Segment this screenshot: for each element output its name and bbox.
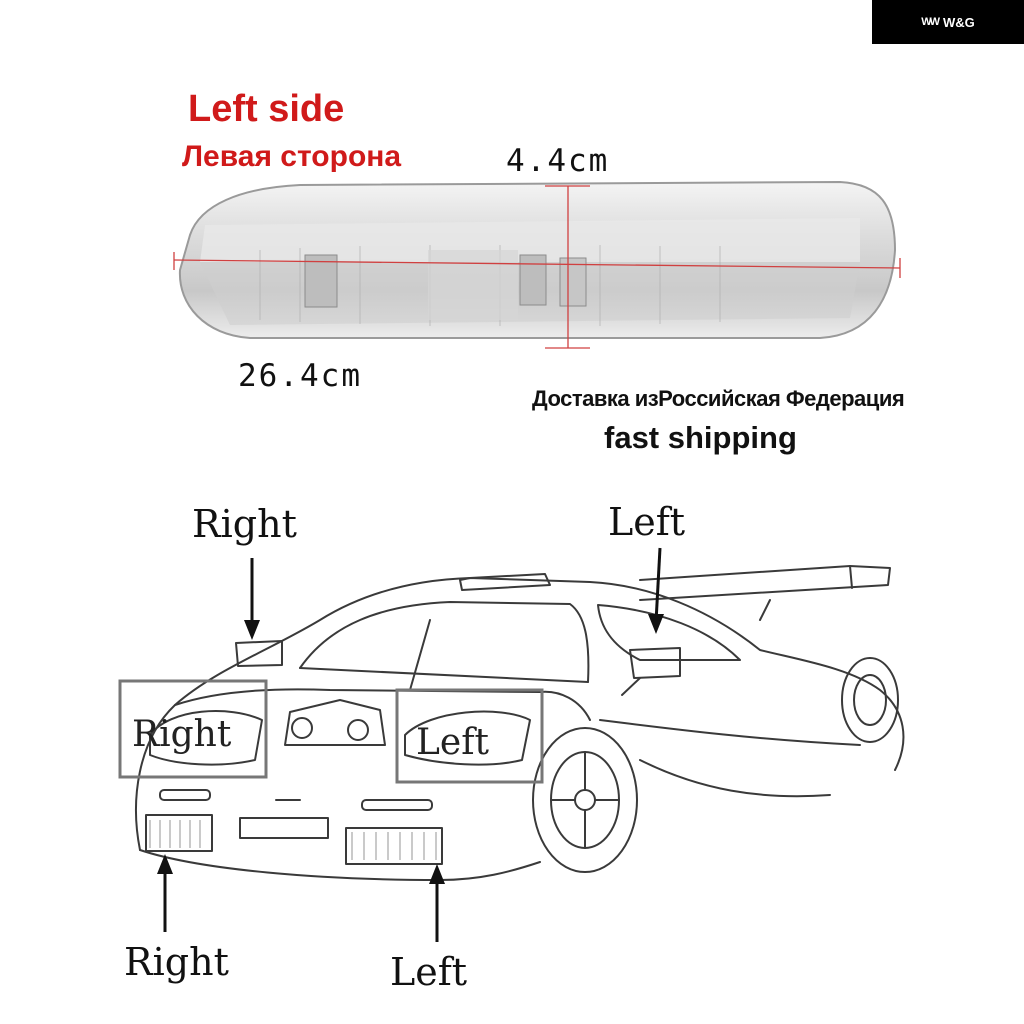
shipping-speed: fast shipping: [604, 420, 797, 455]
headlight-right-label: Right: [132, 714, 232, 755]
headlight-left-label: Left: [416, 722, 490, 763]
fog-left-label: Left: [390, 950, 468, 994]
hatching: [150, 820, 436, 860]
mirror-right-label: Right: [192, 502, 297, 546]
fog-right-label: Right: [124, 940, 229, 984]
length-dimension: 26.4cm: [238, 358, 362, 394]
side-subtitle-ru: Левая сторона: [182, 140, 402, 173]
pointer-arrows: [157, 548, 664, 942]
height-dimension: 4.4cm: [506, 143, 610, 179]
side-title: Left side: [188, 88, 345, 130]
turn-signal-lamp: [180, 182, 895, 338]
brand-name: W&G: [942, 14, 975, 30]
brand-logo-icon: WW: [921, 16, 938, 28]
shipping-origin-ru: Доставка изРоссийская Федерация: [532, 386, 905, 411]
mirror-left-label: Left: [608, 500, 686, 544]
